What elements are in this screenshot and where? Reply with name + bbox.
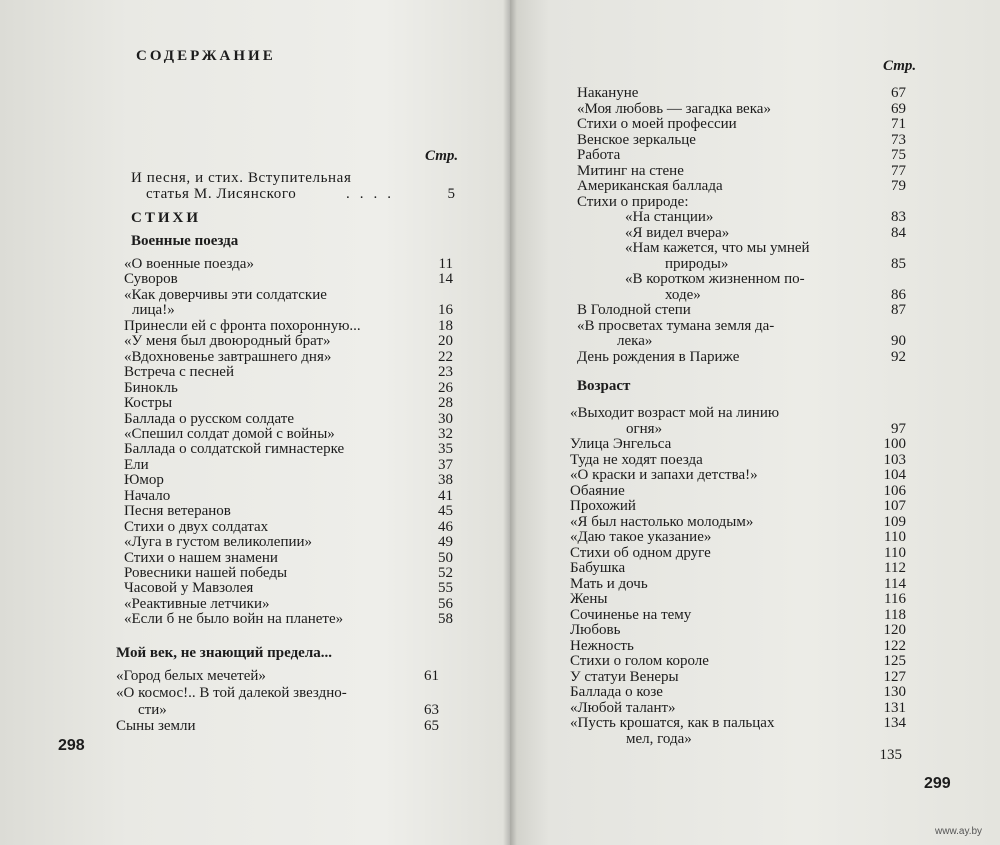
toc-entry-title: Баллада о козе: [570, 684, 663, 700]
last-entry-page-extra: 135: [879, 747, 902, 763]
toc-entry-title: «Луга в густом великолепии»: [124, 534, 313, 551]
toc-entry-title: «О космос!.. В той далекой звездно-: [116, 684, 347, 701]
toc-entry-page: 20: [438, 333, 453, 350]
toc-entry-page: 131: [883, 699, 906, 716]
toc-entry-page: 77: [891, 162, 906, 179]
toc-entry-title: Мать и дочь: [570, 575, 648, 592]
toc-entry-page: 65: [424, 718, 439, 735]
toc-entry-page: 14: [438, 271, 453, 288]
toc-entry-title: День рождения в Париже: [577, 348, 740, 365]
toc-entry-page: 16: [438, 302, 453, 319]
toc-entry-title: «Даю такое указание»: [570, 529, 712, 545]
toc-entry-page: 23: [438, 364, 453, 381]
toc-entry-title: Прохожий: [570, 498, 636, 514]
toc-entry-title: «О краски и запахи детства!»: [570, 467, 758, 483]
page-number-left: 298: [58, 737, 85, 754]
toc-entry-title: Стихи о голом короле: [570, 653, 709, 669]
toc-entry-title: «У меня был двоюродный брат»: [124, 333, 331, 350]
toc-entry-page: 32: [438, 425, 453, 442]
toc-entry-page: 110: [884, 529, 906, 545]
toc-entry-title: Туда не ходят поезда: [570, 451, 703, 468]
toc-entry-title: Жены: [570, 591, 608, 607]
toc-entry-page: 104: [883, 467, 906, 483]
toc-entry-title: «В коротком жизненном по-: [625, 271, 805, 287]
toc-entry-title: «Я видел вчера»: [625, 224, 730, 241]
toc-entry-title: сти»: [138, 701, 167, 718]
toc-entry-page: 69: [891, 100, 906, 117]
toc-entry-page: 30: [438, 410, 453, 427]
toc-entry-title: Стихи об одном друге: [570, 544, 711, 561]
toc-entry-page: 87: [891, 302, 906, 318]
toc-entry-title: Обаяние: [570, 482, 625, 499]
toc-entry-page: 45: [438, 503, 453, 520]
toc-entry-title: «Выходит возраст мой на линию: [570, 405, 780, 421]
toc-entry-title: мел, года»: [626, 730, 692, 747]
toc-entry-title: «На станции»: [625, 209, 714, 225]
toc-entry-page: 71: [891, 116, 906, 132]
watermark: www.ay.by: [935, 826, 983, 837]
toc-entry-title: Накануне: [577, 85, 639, 101]
intro-page: 5: [447, 186, 455, 202]
toc-entry-page: 86: [891, 286, 906, 303]
toc-entry-title: Работа: [577, 147, 621, 163]
toc-entry-title: Начало: [124, 487, 171, 504]
section-poems: СТИХИ: [131, 210, 202, 226]
toc-entry-title: Принесли ей с фронта похоронную...: [124, 317, 361, 334]
toc-entry-title: «Пусть крошатся, как в пальцах: [570, 715, 775, 731]
toc-entry-title: Часовой у Мавзолея: [124, 580, 254, 597]
toc-entry-page: 130: [883, 684, 906, 700]
toc-entry-page: 46: [438, 518, 453, 535]
toc-entry-page: 84: [891, 224, 906, 241]
toc-entry-page: 58: [438, 611, 453, 628]
toc-entry-title: «Если б не было войн на планете»: [124, 611, 344, 628]
toc-entry-page: 92: [891, 348, 906, 365]
toc-entry-page: 85: [891, 255, 906, 272]
toc-entry-title: «Спешил солдат домой с войны»: [124, 425, 335, 442]
toc-entry-title: огня»: [626, 420, 663, 437]
toc-entry-title: Улица Энгельса: [570, 436, 672, 452]
toc-entry-title: «Я был настолько молодым»: [570, 513, 754, 530]
toc-entry-title: Встреча с песней: [124, 364, 234, 381]
toc-entry-page: 134: [883, 715, 906, 731]
toc-entry-page: 79: [891, 178, 906, 194]
toc-entry-page: 114: [884, 575, 906, 592]
toc-entry-page: 116: [884, 591, 906, 607]
toc-entry-page: 109: [883, 513, 906, 530]
toc-entry-page: 112: [884, 560, 906, 576]
toc-entry-page: 125: [883, 653, 906, 669]
toc-entry-page: 63: [424, 701, 439, 718]
toc-entry-page: 103: [883, 451, 906, 468]
toc-entry-title: «Город белых мечетей»: [116, 668, 266, 684]
toc-entry-title: «Вдохновенье завтрашнего дня»: [124, 348, 332, 365]
toc-entry-page: 55: [438, 580, 453, 597]
toc-entry-page: 120: [883, 622, 906, 638]
toc-entry-title: Баллада о русском солдате: [124, 410, 294, 427]
toc-entry-title: «Любой талант»: [570, 699, 676, 716]
toc-entry-title: ходе»: [665, 286, 701, 303]
toc-entry-title: Стихи о природе:: [577, 193, 689, 210]
toc-entry-title: «Моя любовь — загадка века»: [577, 100, 771, 117]
toc-entry-title: Сыны земли: [116, 718, 196, 735]
toc-entry-title: «Как доверчивы эти солдатские: [124, 286, 327, 303]
toc-entry-page: 90: [891, 333, 906, 349]
toc-entry-page: 67: [891, 85, 906, 101]
intro-leader: ....: [346, 186, 401, 202]
toc-entry-title: Любовь: [570, 622, 621, 638]
toc-entry-page: 28: [438, 395, 453, 412]
left-col-header: Стр.: [425, 148, 459, 164]
toc-entry-page: 11: [438, 256, 453, 272]
toc-entry-page: 56: [438, 595, 453, 612]
toc-entry-title: Бинокль: [124, 379, 178, 396]
toc-entry-title: Бабушка: [570, 560, 626, 576]
toc-entry-title: Митинг на стене: [577, 162, 684, 179]
toc-entry-title: Сочиненье на тему: [570, 606, 692, 623]
toc-entry-page: 83: [891, 209, 906, 225]
toc-entry-title: Суворов: [124, 271, 178, 288]
toc-entry-title: Ели: [124, 456, 149, 473]
toc-entry-title: «Нам кажется, что мы умней: [625, 240, 810, 256]
subsection-age: Возраст: [577, 378, 631, 394]
toc-entry-title: Песня ветеранов: [124, 503, 231, 520]
toc-entry-title: Юмор: [124, 472, 164, 489]
toc-entry-title: «Реактивные летчики»: [124, 595, 270, 612]
toc-entry-page: 122: [883, 637, 906, 654]
toc-entry-page: 50: [438, 549, 453, 566]
intro-line-2: статья М. Лисянского: [146, 186, 297, 202]
toc-entry-page: 97: [891, 420, 906, 437]
toc-entry-title: Венское зеркальце: [577, 131, 696, 148]
toc-entry-page: 100: [883, 436, 906, 452]
toc-entry-title: В Голодной степи: [577, 302, 691, 318]
right-col-header: Стр.: [883, 58, 917, 74]
toc-entry-page: 49: [438, 534, 453, 551]
book-gutter: [503, 0, 517, 845]
toc-entry-page: 41: [438, 487, 453, 504]
toc-entry-title: Стихи о двух солдатах: [124, 518, 269, 535]
toc-entry-page: 52: [438, 565, 453, 581]
toc-entry-page: 106: [883, 482, 906, 499]
intro-line-1: И песня, и стих. Вступительная: [131, 170, 352, 186]
page-number-right: 299: [924, 775, 951, 792]
toc-entry-title: лека»: [617, 333, 653, 349]
toc-entry-page: 35: [438, 441, 453, 458]
toc-entry-title: Нежность: [570, 637, 634, 654]
toc-entry-page: 118: [884, 606, 906, 623]
toc-entry-title: Стихи о моей профессии: [577, 116, 737, 132]
toc-entry-page: 75: [891, 147, 906, 163]
toc-entry-page: 18: [438, 317, 453, 334]
toc-entry-page: 22: [438, 348, 453, 365]
subsection-military-trains: Военные поезда: [131, 233, 239, 249]
contents-title: СОДЕРЖАНИЕ: [136, 48, 276, 64]
toc-entry-page: 38: [438, 472, 453, 489]
toc-entry-title: Стихи о нашем знамени: [124, 549, 278, 566]
toc-entry-page: 37: [438, 456, 453, 473]
toc-entry-title: Костры: [124, 395, 173, 412]
toc-entry-title: лица!»: [132, 302, 175, 319]
toc-entry-title: Баллада о солдатской гимнастерке: [124, 441, 345, 458]
toc-entry-title: природы»: [665, 255, 729, 272]
toc-entry-title: «О военные поезда»: [124, 256, 254, 272]
toc-entry-title: Ровесники нашей победы: [124, 565, 288, 581]
subsection-my-century: Мой век, не знающий предела...: [116, 645, 332, 661]
toc-entry-page: 73: [891, 131, 906, 148]
toc-entry-title: У статуи Венеры: [570, 668, 679, 685]
toc-entry-page: 26: [438, 379, 453, 396]
toc-entry-page: 127: [883, 668, 906, 685]
toc-entry-page: 107: [883, 498, 906, 514]
toc-entry-title: Американская баллада: [577, 178, 723, 194]
toc-entry-page: 110: [884, 544, 906, 561]
toc-entry-page: 61: [424, 668, 439, 684]
toc-entry-title: «В просветах тумана земля да-: [577, 317, 775, 334]
